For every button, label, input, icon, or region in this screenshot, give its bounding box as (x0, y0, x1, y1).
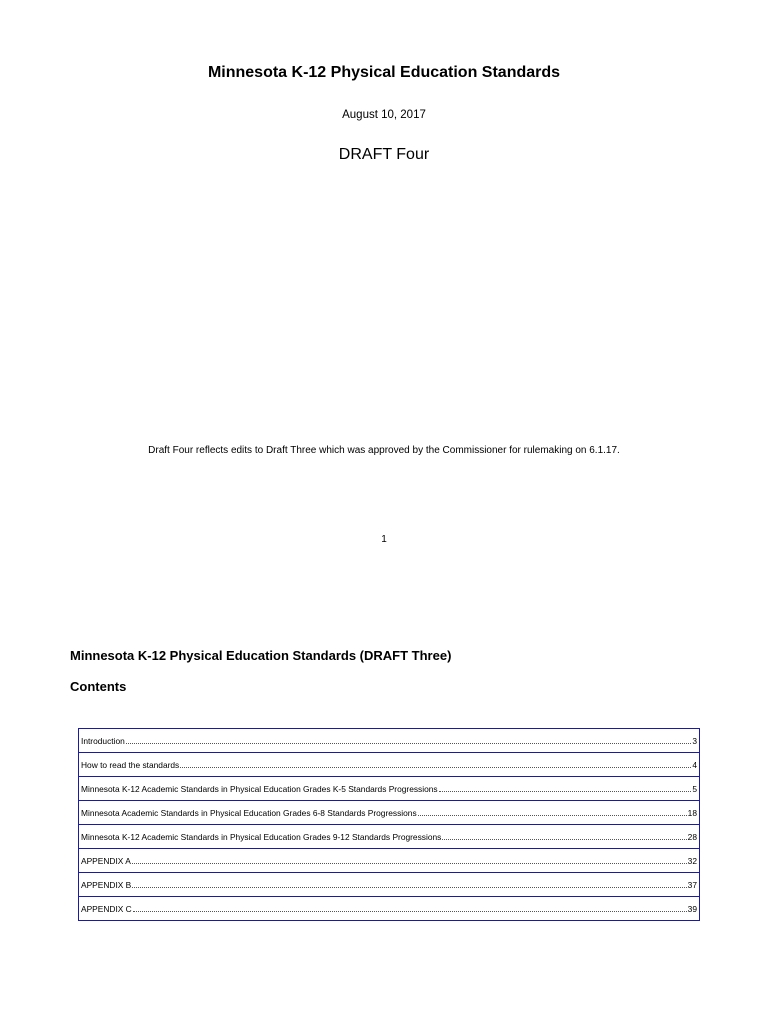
toc-entry-title: Minnesota K-12 Academic Standards in Physical Education Grades 9-12 Standards Progressions (81, 831, 442, 842)
toc-row (79, 753, 700, 777)
toc-row (79, 777, 700, 801)
contents-heading: Contents (70, 679, 127, 694)
toc-link-appendix-c[interactable] (81, 904, 697, 914)
toc-entry-title: APPENDIX C (81, 903, 132, 914)
document-title: Minnesota K-12 Physical Education Standards (207, 64, 561, 81)
toc-cell (79, 825, 700, 849)
toc-dot-leader (442, 833, 686, 840)
toc-cell (79, 753, 700, 777)
toc-cell (79, 777, 700, 801)
toc-row (79, 801, 700, 825)
toc-dot-leader (126, 737, 692, 744)
toc-entry-title: Minnesota K-12 Academic Standards in Physical Education Grades K-5 Standards Progressions (81, 783, 438, 794)
toc-row (79, 729, 700, 753)
toc-link-grades-6-8[interactable] (81, 808, 697, 818)
page-number: 1 (381, 534, 387, 545)
draft-label: DRAFT Four (338, 146, 430, 163)
toc-entry-page: 28 (687, 831, 697, 842)
toc-link-grades-k-5[interactable] (81, 784, 697, 794)
toc-link-how-to-read[interactable] (81, 760, 697, 770)
toc-link-appendix-b[interactable] (81, 880, 697, 890)
toc-entry-page: 3 (692, 735, 697, 746)
toc-entry-page: 37 (687, 879, 697, 890)
toc-link-grades-9-12[interactable] (81, 832, 697, 842)
table-of-contents (78, 728, 700, 921)
toc-entry-page: 39 (687, 903, 697, 914)
toc-link-introduction[interactable] (81, 736, 697, 746)
toc-row (79, 873, 700, 897)
document-date: August 10, 2017 (342, 109, 426, 121)
toc-cell (79, 729, 700, 753)
toc-entry-page: 18 (687, 807, 697, 818)
toc-dot-leader (132, 881, 686, 888)
toc-dot-leader (418, 809, 687, 816)
toc-dot-leader (180, 761, 691, 768)
toc-row (79, 897, 700, 921)
toc-cell (79, 801, 700, 825)
toc-link-appendix-a[interactable] (81, 856, 697, 866)
toc-entry-page: 5 (692, 783, 697, 794)
toc-entry-page: 4 (692, 759, 697, 770)
contents-section-heading: Minnesota K-12 Physical Education Standards (DRAFT Three) (70, 648, 452, 663)
toc-entry-title: APPENDIX A (81, 855, 131, 866)
toc-entry-page: 32 (687, 855, 697, 866)
toc-dot-leader (439, 785, 692, 792)
toc-entry-title: Minnesota Academic Standards in Physical Education Grades 6-8 Standards Progressions (81, 807, 417, 818)
toc-cell (79, 849, 700, 873)
toc-row (79, 849, 700, 873)
toc-entry-title: APPENDIX B (81, 879, 132, 890)
toc-dot-leader (132, 857, 687, 864)
toc-row (79, 825, 700, 849)
toc-dot-leader (133, 905, 687, 912)
draft-note: Draft Four reflects edits to Draft Three which was approved by the Commissioner for rulemaking on 6.1.17. (148, 445, 620, 456)
toc-entry-title: Introduction (81, 735, 125, 746)
toc-cell (79, 897, 700, 921)
toc-entry-title: How to read the standards (81, 759, 180, 770)
toc-cell (79, 873, 700, 897)
